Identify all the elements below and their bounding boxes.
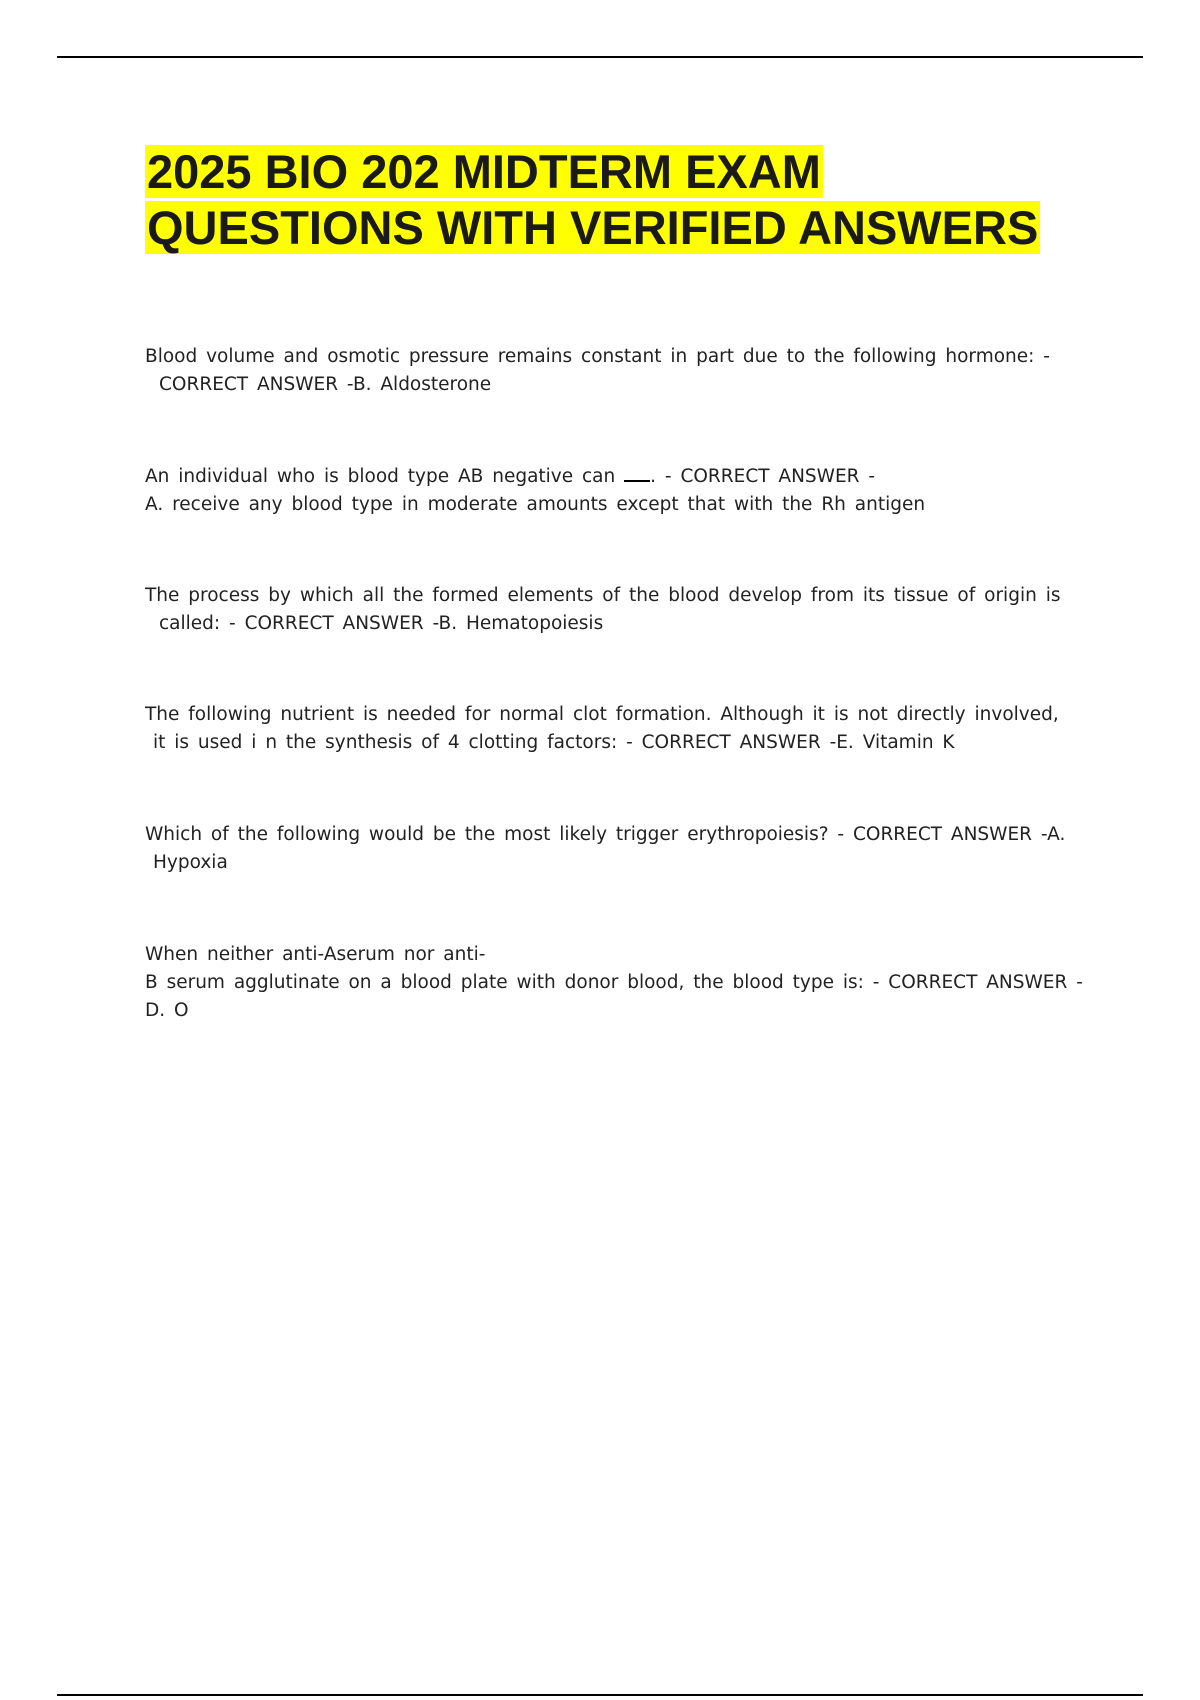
question-text-line-1: When neither anti-Aserum nor anti- <box>145 944 486 965</box>
answer-text: Hypoxia <box>153 852 228 873</box>
answer-text: it is used i n the synthesis of 4 clotting factors: - CORRECT ANSWER -E. Vitamin K <box>153 732 955 753</box>
qa-item-1 <box>145 343 1085 399</box>
title-line-1: 2025 BIO 202 MIDTERM EXAM <box>147 145 821 198</box>
fill-in-blank <box>624 462 650 482</box>
question-text-line-2: B serum agglutinate on a blood plate with donor blood, the blood type is: - CORRECT ANSWER - <box>145 972 1083 993</box>
question-text: The following nutrient is needed for normal clot formation. Although it is not directly involved, <box>145 704 1059 725</box>
question-text: The process by which all the formed elements of the blood develop from its tissue of origin is <box>145 585 1061 606</box>
question-text: Blood volume and osmotic pressure remains constant in part due to the following hormone: - <box>145 346 1050 367</box>
question-text: Which of the following would be the most likely trigger erythropoiesis? - CORRECT ANSWER -A. <box>145 824 1066 845</box>
qa-item-4 <box>145 701 1085 757</box>
qa-item-5 <box>145 821 1085 877</box>
question-text-part-1: An individual who is blood type AB negative can <box>145 466 616 487</box>
qa-item-6 <box>145 941 1085 1025</box>
top-rule <box>57 56 1143 58</box>
answer-text: D. O <box>145 1000 189 1021</box>
answer-text: CORRECT ANSWER -B. Aldosterone <box>159 374 492 395</box>
answer-text: called: - CORRECT ANSWER -B. Hematopoiesis <box>159 613 604 634</box>
question-text <box>145 462 1085 491</box>
bottom-rule <box>57 1694 1143 1696</box>
question-text-part-2: . - CORRECT ANSWER - <box>650 466 876 487</box>
answer-text: A. receive any blood type in moderate amounts except that with the Rh antigen <box>145 494 926 515</box>
title-line-2: QUESTIONS WITH VERIFIED ANSWERS <box>147 201 1039 254</box>
qa-item-2 <box>145 462 1085 519</box>
qa-item-3 <box>145 582 1085 638</box>
document-title <box>145 144 1105 256</box>
